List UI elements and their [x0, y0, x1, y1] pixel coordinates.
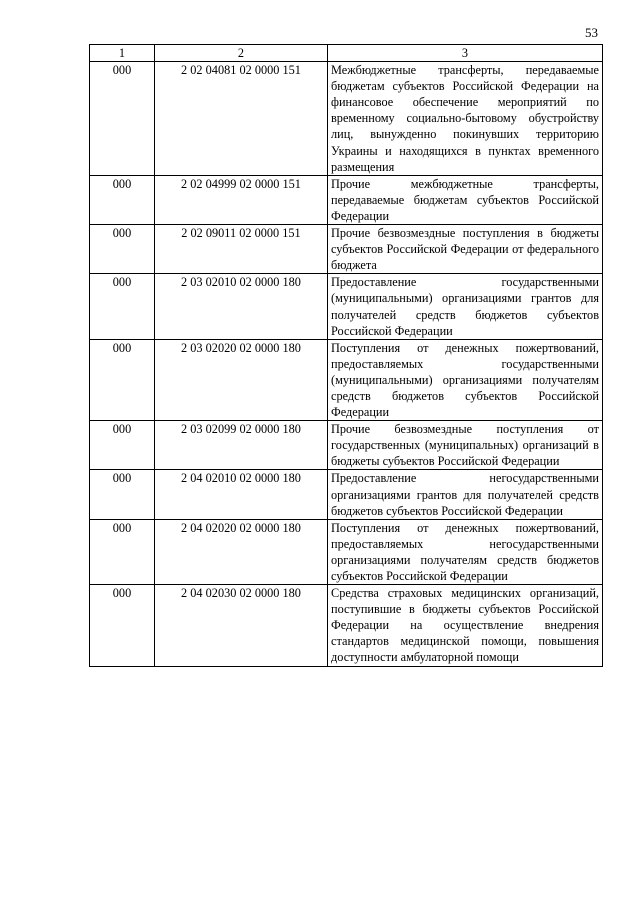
revenue-name-cell: Предоставление государственными (муниципальными) организациями грантов для получателей средств бюджетов субъектов Российской Федерации	[328, 274, 603, 339]
column-header-2: 2	[155, 45, 328, 62]
column-header-1: 1	[90, 45, 155, 62]
table-row	[90, 519, 603, 584]
table-row	[90, 470, 603, 519]
revenue-name-cell: Поступления от денежных пожертвований, предоставляемых негосударственными организациями получателям средств бюджетов субъектов Российской Федерации	[328, 519, 603, 584]
revenue-code-cell: 2 04 02030 02 0000 180	[155, 585, 328, 666]
revenue-code-cell: 2 03 02020 02 0000 180	[155, 339, 328, 420]
revenue-name-cell: Предоставление негосударственными организациями грантов для получателей средств бюджетов субъектов Российской Федерации	[328, 470, 603, 519]
revenue-name-cell: Средства страховых медицинских организаций, поступившие в бюджеты субъектов Российской Федерации на осуществление внедрения стандартов медицинской помощи, повышения доступности амбулаторной помощи	[328, 585, 603, 666]
revenue-name-cell: Поступления от денежных пожертвований, предоставляемых государственными (муниципальными) организациями получателям средств бюджетов субъектов Российской Федерации	[328, 339, 603, 420]
admin-code-cell: 000	[90, 519, 155, 584]
admin-code-cell: 000	[90, 274, 155, 339]
revenue-code-cell: 2 02 04999 02 0000 151	[155, 175, 328, 224]
admin-code-cell: 000	[90, 339, 155, 420]
revenue-code-cell: 2 03 02099 02 0000 180	[155, 421, 328, 470]
table-row	[90, 62, 603, 176]
admin-code-cell: 000	[90, 175, 155, 224]
table-row	[90, 421, 603, 470]
admin-code-cell: 000	[90, 585, 155, 666]
revenue-name-cell: Межбюджетные трансферты, передаваемые бюджетам субъектов Российской Федерации на финансовое обеспечение мероприятий по временному социально-бытовому обустройству лиц, вынужденно покинувших территорию Украины и находящихся в пунктах временного размещения	[328, 62, 603, 176]
revenue-name-cell: Прочие безвозмездные поступления в бюджеты субъектов Российской Федерации от федерального бюджета	[328, 225, 603, 274]
revenue-name-cell: Прочие межбюджетные трансферты, передаваемые бюджетам субъектов Российской Федерации	[328, 175, 603, 224]
table-row	[90, 339, 603, 420]
header-row	[90, 45, 603, 62]
admin-code-cell: 000	[90, 470, 155, 519]
admin-code-cell: 000	[90, 225, 155, 274]
admin-code-cell: 000	[90, 421, 155, 470]
revenue-name-cell: Прочие безвозмездные поступления от государственных (муниципальных) организаций в бюджеты субъектов Российской Федерации	[328, 421, 603, 470]
revenue-code-cell: 2 02 04081 02 0000 151	[155, 62, 328, 176]
table-row	[90, 585, 603, 666]
budget-classification-table	[89, 44, 603, 667]
table-row	[90, 274, 603, 339]
revenue-code-cell: 2 02 09011 02 0000 151	[155, 225, 328, 274]
page-number: 53	[585, 25, 598, 40]
column-header-3: 3	[328, 45, 603, 62]
revenue-code-cell: 2 03 02010 02 0000 180	[155, 274, 328, 339]
revenue-code-cell: 2 04 02010 02 0000 180	[155, 470, 328, 519]
table-row	[90, 175, 603, 224]
revenue-code-cell: 2 04 02020 02 0000 180	[155, 519, 328, 584]
table-row	[90, 225, 603, 274]
admin-code-cell: 000	[90, 62, 155, 176]
